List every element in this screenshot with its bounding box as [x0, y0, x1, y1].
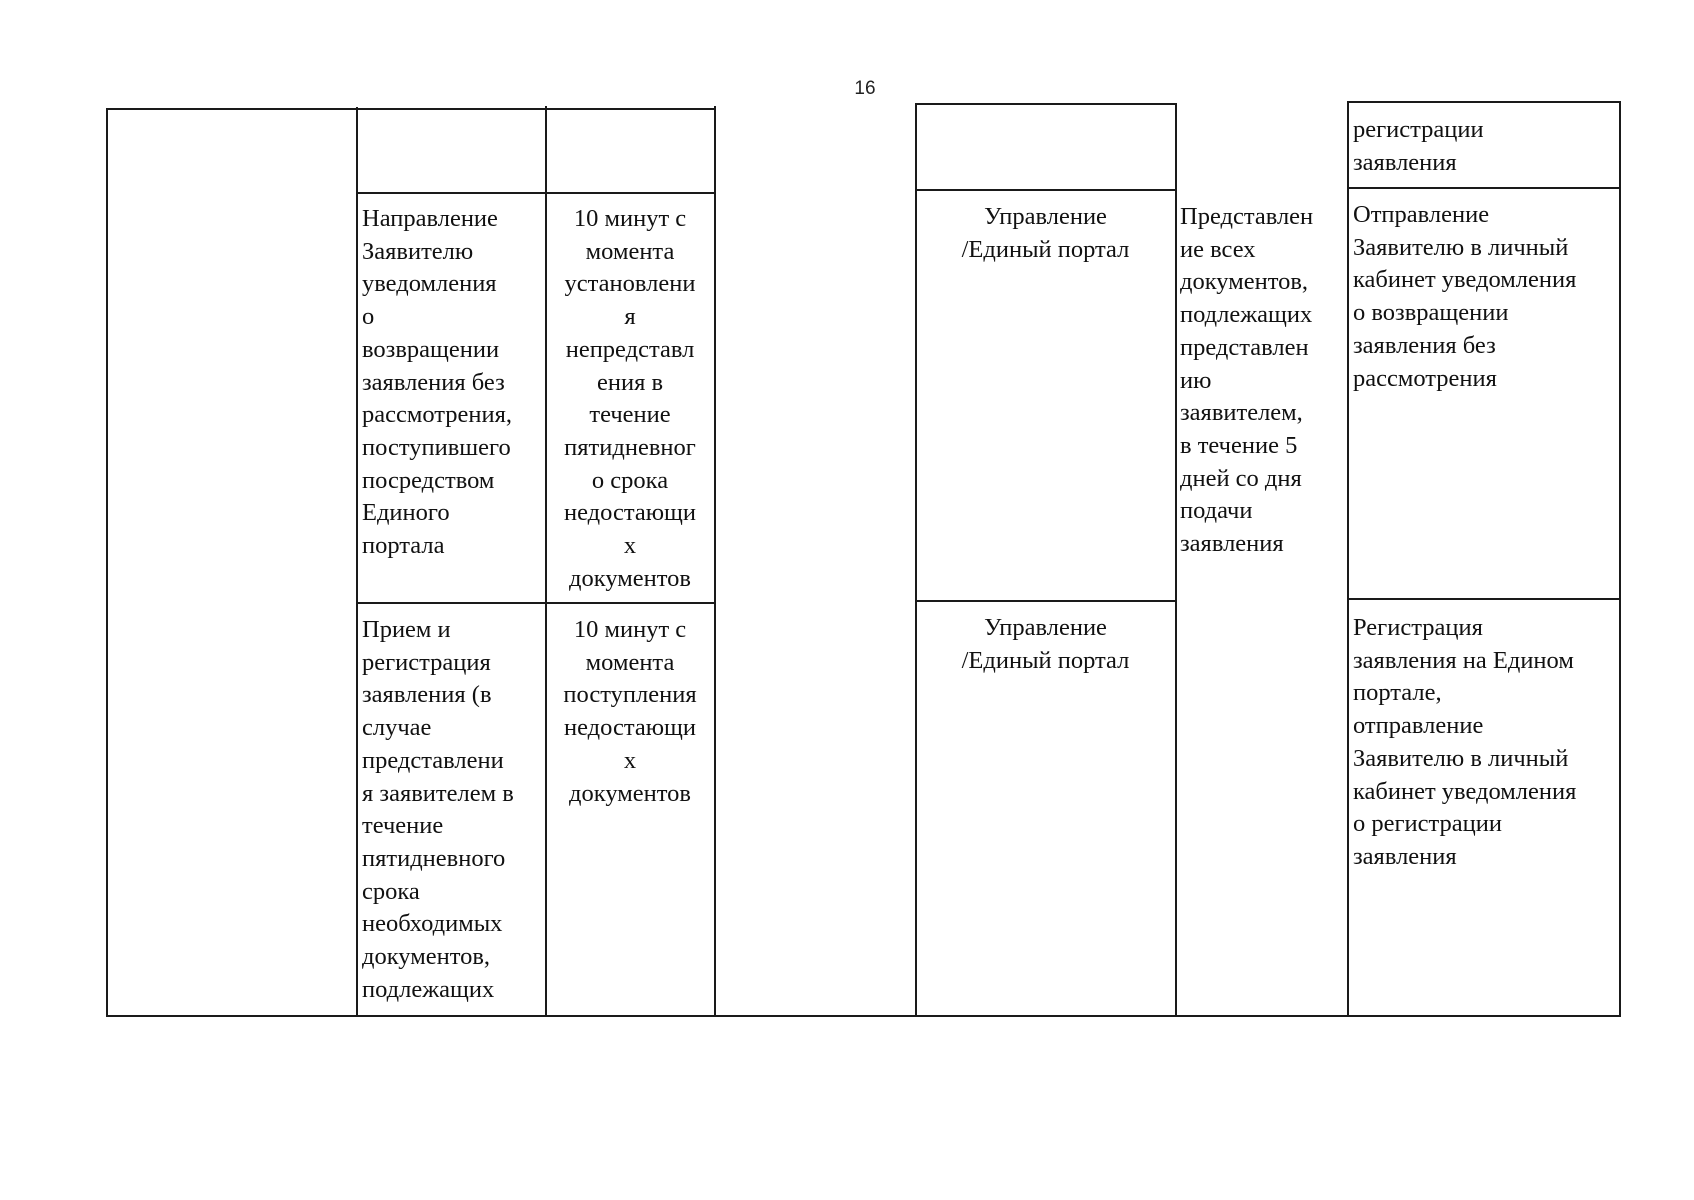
- column-divider: [356, 107, 358, 1017]
- table-border-top: [106, 108, 715, 110]
- table-border-top: [1347, 101, 1621, 103]
- column-divider: [1175, 103, 1177, 1017]
- cell-deadline-row1: 10 минут с момента установлени я непредставл ения в течение пятидневног о срока недостающи х документов: [563, 205, 697, 592]
- row-divider: [1347, 187, 1621, 189]
- table-border-top: [915, 103, 1176, 105]
- cell-criteria-row1: Представлен ие всех документов, подлежащих представлен ию заявителем, в течение 5 дней со дня подачи заявления: [1180, 203, 1314, 558]
- cell-action-row2: Прием и регистрация заявления (в случае представлени я заявителем в течение пятидневного срока необходимых документов, подлежащих: [362, 616, 514, 1003]
- row-divider: [356, 602, 716, 604]
- row-divider: [915, 189, 1176, 191]
- cell-result-row2: Регистрация заявления на Едином портале, отправление Заявителю в личный кабинет уведомления о регистрации заявления: [1353, 614, 1577, 870]
- cell-result-row1: Отправление Заявителю в личный кабинет уведомления о возвращении заявления без рассмотрения: [1353, 201, 1577, 392]
- row-divider: [915, 600, 1176, 602]
- table-border-bottom: [106, 1015, 1621, 1017]
- cell-action-row1: Направление Заявителю уведомления о возвращении заявления без рассмотрения, поступившего посредством Единого портала: [362, 205, 513, 560]
- page-number: 16: [854, 78, 876, 99]
- row-divider: [356, 192, 716, 194]
- cell-deadline-row2: 10 минут с момента поступления недостающи х документов: [563, 616, 697, 807]
- cell-responsible-row1: Управление /Единый портал: [961, 203, 1130, 263]
- table-border-left: [106, 109, 108, 1017]
- cell-responsible-row2: Управление /Единый портал: [961, 614, 1130, 674]
- cell-result-row0: регистрации заявления: [1353, 116, 1484, 176]
- column-divider: [714, 106, 716, 1017]
- row-divider: [1347, 598, 1621, 600]
- table-border-right: [1619, 101, 1621, 1017]
